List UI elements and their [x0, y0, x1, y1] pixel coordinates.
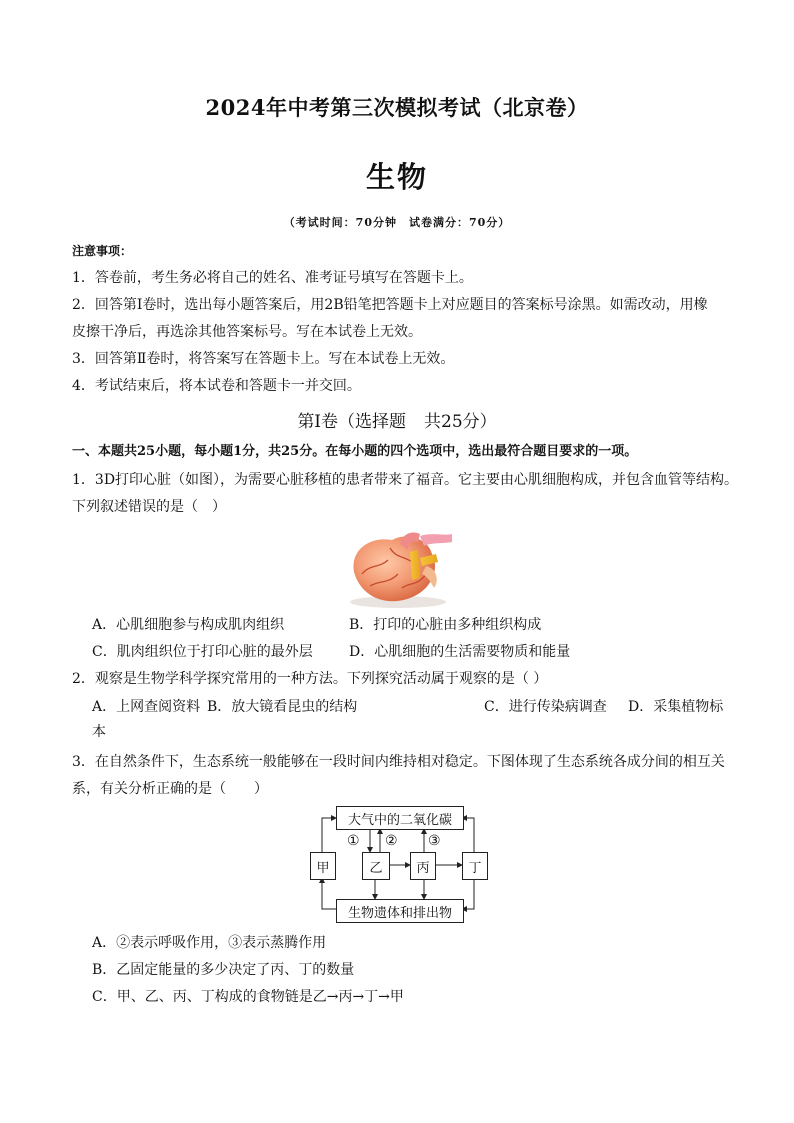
- q3-stem-line-2: 系，有关分析正确的是（ ）: [72, 781, 268, 797]
- instruction-part-c: ，选出最符合题目要求的一项。: [455, 444, 638, 459]
- section-title-part-a: 第Ⅰ卷（选择题: [297, 412, 407, 432]
- label-2: ②: [385, 833, 398, 849]
- exam-title: 2024年中考第三次模拟考试（北京卷）: [205, 95, 589, 120]
- section-title-part-b: 共25分）: [424, 412, 497, 432]
- q1-stem-line-2: 下列叙述错误的是（ ）: [72, 499, 226, 515]
- remains-excreta-box: 生物遗体和排出物: [336, 899, 464, 923]
- notice-item-3: 3．回答第Ⅱ卷时，将答案写在答题卡上。写在本试卷上无效。: [72, 351, 455, 367]
- q2-option-d-cont: 本: [92, 724, 106, 740]
- instruction-emphasis: 四个选项中: [390, 444, 456, 459]
- q3-option-b: B．乙固定能量的多少决定了丙、丁的数量: [92, 962, 355, 978]
- label-1: ①: [347, 833, 360, 849]
- q2-option-b: B．放大镜看昆虫的结构: [207, 699, 358, 715]
- notice-item-4: 4．考试结束后，将本试卷和答题卡一并交回。: [72, 378, 361, 394]
- q1-option-a: A．心肌细胞参与构成肌肉组织: [92, 617, 285, 633]
- 3d-printed-heart-image: [340, 528, 458, 610]
- q3-option-c: C．甲、乙、丙、丁构成的食物链是乙→丙→丁→甲: [92, 989, 404, 1005]
- section-title: [0, 407, 794, 432]
- ecosystem-diagram: [308, 802, 494, 924]
- subject-title: 生物: [365, 160, 428, 194]
- q1-option-c: C．肌肉组织位于打印心脏的最外层: [92, 644, 313, 660]
- instruction-part-a: 一、本题共25小题，每小题1分，共25分。在每小题的: [72, 444, 391, 459]
- q3-stem-line-1: 3．在自然条件下，生态系统一般能够在一段时间内维持相对稳定。下图体现了生态系统各成分间的相互关: [72, 754, 725, 770]
- notice-item-2-cont: 皮擦干净后，再选涂其他答案标号。写在本试卷上无效。: [72, 324, 422, 340]
- q1-stem-line-1: 1．3D打印心脏（如图），为需要心脏移植的患者带来了福音。它主要由心肌细胞构成，并包含血管等结构。: [72, 472, 739, 488]
- q2-option-a: A．上网查阅资料: [92, 699, 201, 715]
- notice-item-1: 1．答卷前，考生务必将自己的姓名、准考证号填写在答题卡上。: [72, 270, 473, 286]
- ding-box: 丁: [462, 852, 488, 880]
- q1-option-b: B．打印的心脏由多种组织构成: [349, 617, 542, 633]
- q1-option-d: D．心肌细胞的生活需要物质和能量: [349, 644, 571, 660]
- notice-heading: 注意事项：: [72, 244, 133, 258]
- q2-option-d: D．采集植物标: [628, 699, 724, 715]
- q2-option-c: C．进行传染病调查: [484, 699, 607, 715]
- exam-info: （考试时间：70分钟 试卷满分：70分）: [283, 216, 511, 229]
- bing-box: 丙: [410, 852, 436, 880]
- q3-option-a: A．②表示呼吸作用，③表示蒸腾作用: [92, 935, 327, 951]
- jia-box: 甲: [310, 852, 336, 880]
- notice-item-2: 2．回答第Ⅰ卷时，选出每小题答案后，用2B铅笔把答题卡上对应题目的答案标号涂黑。如需改动，用橡: [72, 297, 708, 313]
- yi-box: 乙: [362, 852, 390, 880]
- atmosphere-co2-box: 大气中的二氧化碳: [336, 806, 464, 830]
- q2-stem: 2．观察是生物学科学探究常用的一种方法。下列探究活动属于观察的是（ ）: [72, 671, 548, 687]
- label-3: ③: [428, 833, 441, 849]
- section-instruction: [72, 442, 637, 462]
